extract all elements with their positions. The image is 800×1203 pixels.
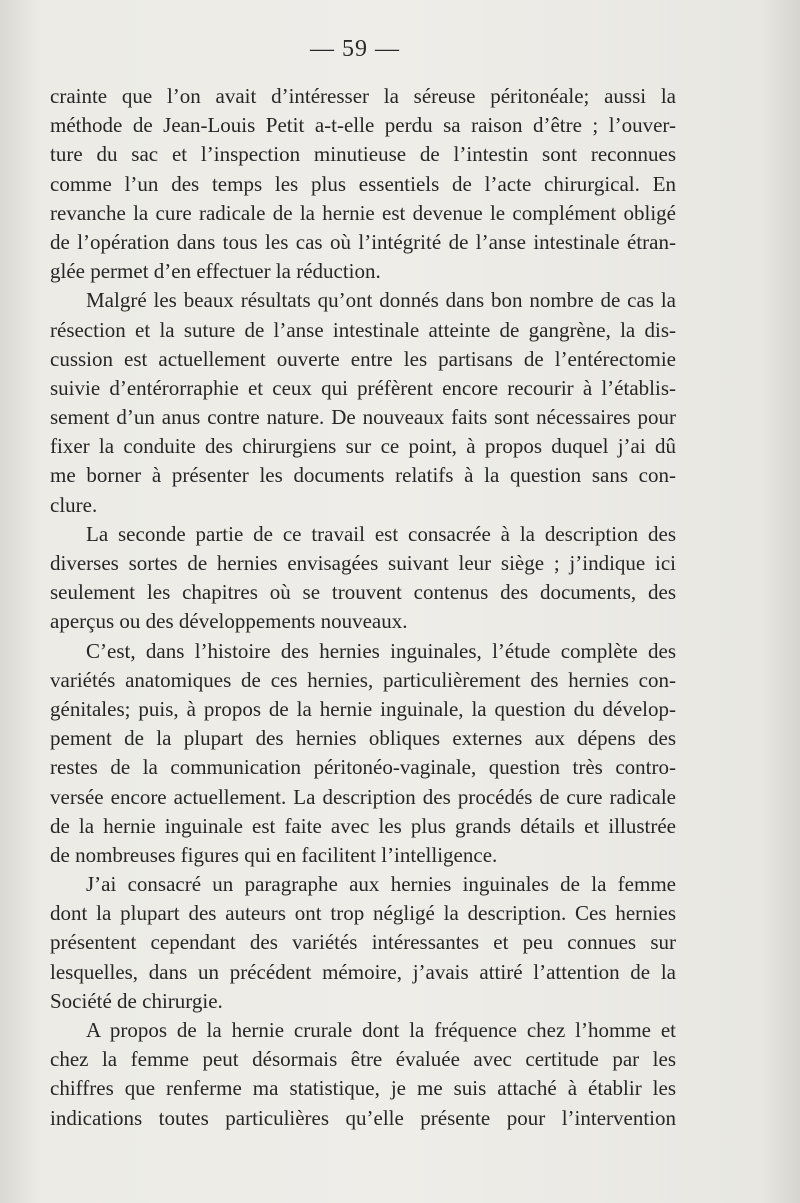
text-line: méthode de Jean-Louis Petit a-t-elle perdu sa raison d’être ; l’ouver- <box>50 113 676 138</box>
text-line: me borner à présenter les documents relatifs à la question sans con- <box>50 463 676 488</box>
text-line: indications toutes particulières qu’elle présente pour l’intervention <box>50 1105 676 1130</box>
text-line: restes de la communication péritonéo-vaginale, question très contro- <box>50 755 676 780</box>
page-number: — 59 — <box>310 36 400 62</box>
text-line: aperçus ou des développements nouveaux. <box>50 609 408 634</box>
paragraph <box>50 286 676 520</box>
text-line: chez la femme peut désormais être évaluée avec certitude par les <box>50 1047 676 1072</box>
text-line: diverses sortes de hernies envisagées suivant leur siège ; j’indique ici <box>50 551 676 575</box>
text-line: A propos de la hernie crurale dont la fréquence chez l’homme et <box>86 1018 676 1042</box>
text-line: Société de chirurgie. <box>50 988 223 1013</box>
text-line: cussion est actuellement ouverte entre les partisans de l’entérectomie <box>50 346 676 371</box>
text-line: de la hernie inguinale est faite avec les plus grands détails et illustrée <box>50 813 676 838</box>
text-line: présentent cependant des variétés intéressantes et peu connues sur <box>50 930 676 955</box>
text-line: fixer la conduite des chirurgiens sur ce point, à propos duquel j’ai dû <box>50 434 676 459</box>
text-line: lesquelles, dans un précédent mémoire, j’avais attiré l’attention de la <box>50 959 676 984</box>
paragraph <box>50 870 676 1016</box>
text-line: clure. <box>50 492 98 517</box>
text-line: C’est, dans l’histoire des hernies inguinales, l’étude complète des <box>86 638 676 663</box>
body-text <box>50 82 676 1133</box>
text-line: versée encore actuellement. La description des procédés de cure radicale <box>50 784 676 809</box>
text-line: J’ai consacré un paragraphe aux hernies inguinales de la femme <box>86 872 676 897</box>
text-line: sement d’un anus contre nature. De nouveaux faits sont nécessaires pour <box>50 405 676 430</box>
text-line: seulement les chapitres où se trouvent contenus des documents, des <box>50 580 676 605</box>
text-line: Malgré les beaux résultats qu’ont donnés dans bon nombre de cas la <box>86 288 676 313</box>
text-line: suivie d’entérorraphie et ceux qui préfèrent encore recourir à l’établis- <box>50 375 676 400</box>
text-line: résection et la suture de l’anse intestinale atteinte de gangrène, la dis- <box>50 317 676 342</box>
text-line: comme l’un des temps les plus essentiels de l’acte chirurgical. En <box>50 171 676 196</box>
text-line: variétés anatomiques de ces hernies, particulièrement des hernies con- <box>50 667 676 692</box>
text-line: pement de la plupart des hernies obliques externes aux dépens des <box>50 726 676 751</box>
text-line: de nombreuses figures qui en facilitent l’intelligence. <box>50 842 498 867</box>
paragraph <box>50 637 676 871</box>
text-line: glée permet d’en effectuer la réduction. <box>50 259 381 284</box>
text-line: génitales; puis, à propos de la hernie inguinale, la question du dévelop- <box>50 696 676 721</box>
paragraph <box>50 1016 676 1133</box>
text-line: crainte que l’on avait d’intéresser la séreuse péritonéale; aussi la <box>50 84 676 108</box>
text-line: dont la plupart des auteurs ont trop négligé la description. Ces hernies <box>50 901 676 926</box>
text-line: revanche la cure radicale de la hernie est devenue le complément obligé <box>50 200 676 225</box>
text-line: chiffres que renferme ma statistique, je me suis attaché à établir les <box>50 1076 676 1101</box>
text-line: ture du sac et l’inspection minutieuse de l’intestin sont reconnues <box>50 142 676 167</box>
paragraph <box>50 82 676 286</box>
text-line: de l’opération dans tous les cas où l’intégrité de l’anse intestinale étran- <box>50 229 676 254</box>
text-line: La seconde partie de ce travail est consacrée à la description des <box>86 521 676 546</box>
paragraph <box>50 520 676 637</box>
